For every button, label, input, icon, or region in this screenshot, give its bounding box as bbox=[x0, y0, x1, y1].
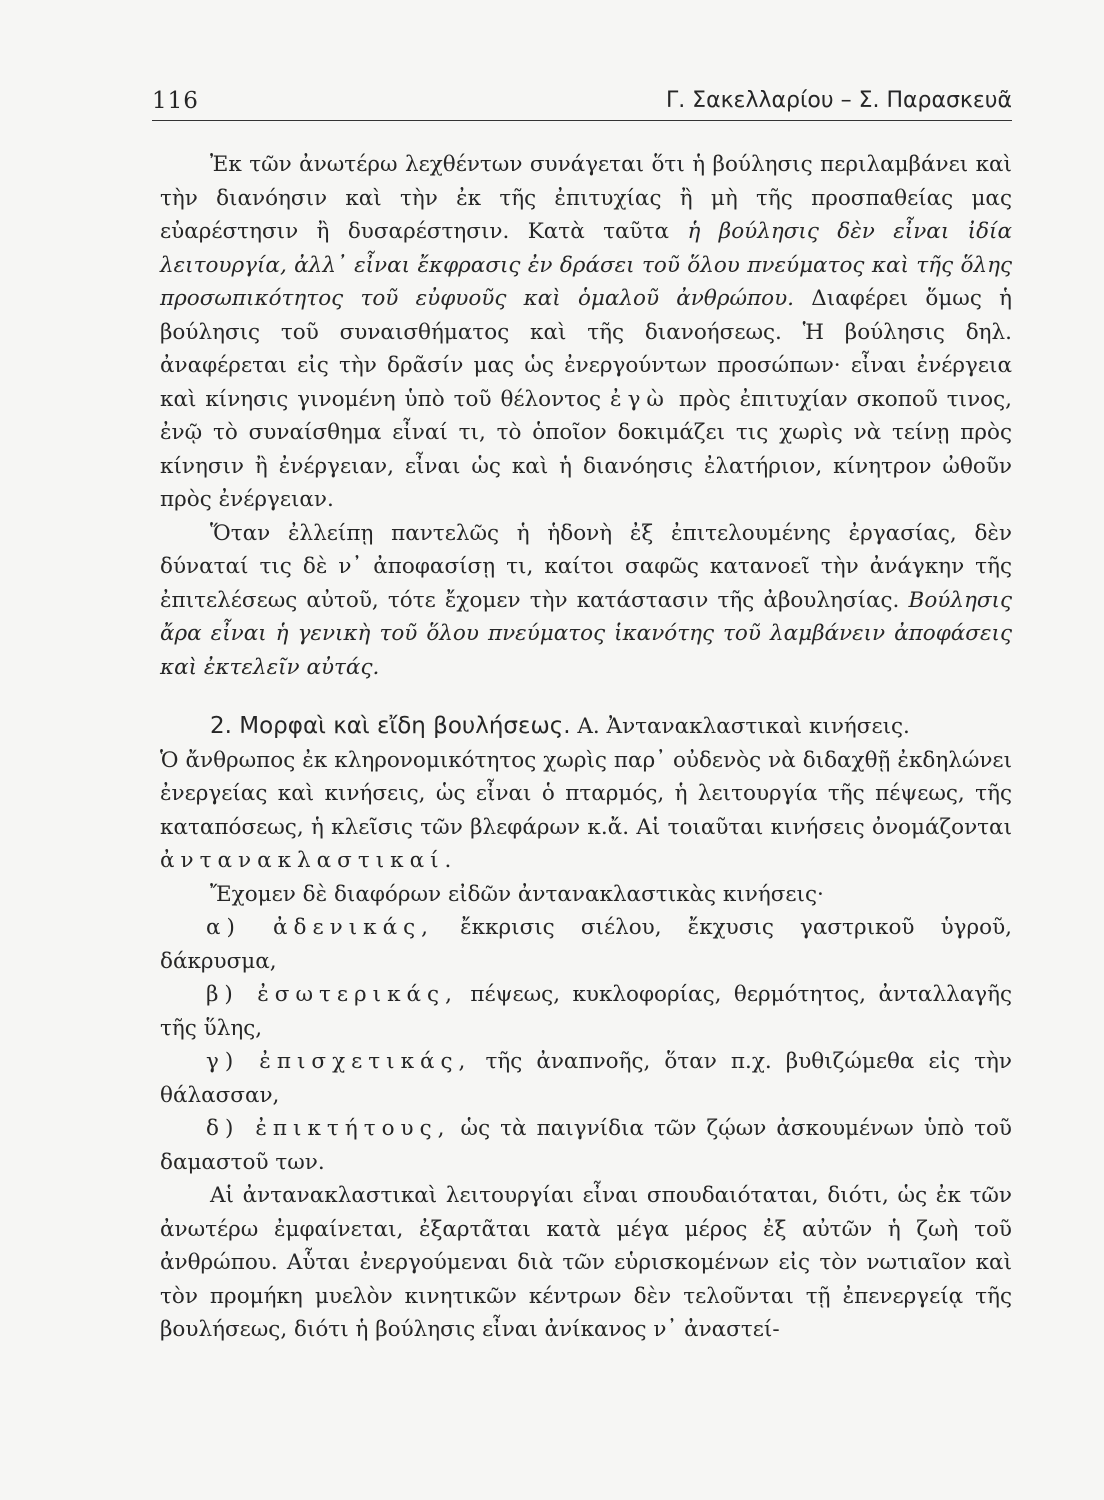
list-item bbox=[160, 978, 1012, 1045]
text-span: πρὸς ἐπιτυχίαν σκοποῦ τινος, ἐνῷ τὸ συναίσθημα εἶναί τι, τὸ ὁποῖον δοκιμάζει τις χωρὶς νὰ τείνῃ πρὸς κίνησιν ἢ ἐνέργειαν, εἶναι ὡς καὶ ἡ διανόησις ἐλατήριον, κίνητρον ὠθοῦν πρὸς ἐνέργειαν. bbox=[160, 386, 1013, 512]
italic-span: ἡ βούλησις δὲν εἶναι ἰδία λειτουργία, ἀλλ᾽ εἶναι ἔκφρασις ἐν δράσει τοῦ ὅλου πνεύματος καὶ τῆς ὅλης προσωπικότητος τοῦ εὐφυοῦς καὶ ὁμαλοῦ ἀνθρώπου. bbox=[160, 219, 1012, 311]
italic-span: Βούλησις ἄρα εἶναι ἡ γενικὴ τοῦ ὅλου πνεύματος ἱκανότης τοῦ λαμβάνειν ἀποφάσεις καὶ ἐκτελεῖν αὐτάς. bbox=[160, 587, 1012, 680]
section-subtitle: Α. Ἀντανακλαστικαὶ κινήσεις. bbox=[570, 714, 910, 739]
section-heading bbox=[160, 710, 1012, 744]
list-marker: β) ἐσωτερικάς, bbox=[206, 982, 458, 1007]
paragraph-3 bbox=[160, 744, 1012, 878]
spaced-span: ἀντανακλαστικαί. bbox=[160, 848, 458, 873]
paragraph-5: Αἱ ἀντανακλαστικαὶ λειτουργίαι εἶναι σπουδαιόταται, διότι, ὡς ἐκ τῶν ἀνωτέρω ἐμφαίνεται, ἐξαρτᾶται κατὰ μέγα μέρος ἐξ αὐτῶν ἡ ζωὴ τοῦ ἀνθρώπου. Αὗται ἐνεργούμεναι διὰ τῶν εὑρισκομένων εἰς τὸν νωτιαῖον καὶ τὸν προμήκη μυελὸν κινητικῶν κέντρων δὲν τελοῦνται τῇ ἐπενεργείᾳ τῆς βουλήσεως, διότι ἡ βούλησις εἶναι ἀνίκανος ν᾽ ἀναστεί- bbox=[160, 1183, 1012, 1342]
page-header bbox=[152, 86, 1012, 121]
text-span: Ἐκ τῶν ἀνωτέρω λεχθέντων συνάγεται ὅτι ἡ βούλησις περιλαμβάνει καὶ τὴν διανόησιν καὶ τὴν ἐκ τῆς ἐπιτυχίας ἢ μὴ τῆς προσπαθείας μας εὐαρέστησιν ἢ δυσαρέστησιν. Κατὰ ταῦτα bbox=[160, 152, 1012, 244]
spaced-span: ἐγὼ bbox=[610, 386, 670, 412]
list-text: ἔκκρισις σιέλου, ἔκχυσις γαστρικοῦ ὑγροῦ, δάκρυσμα, bbox=[160, 915, 1012, 974]
running-head: Γ. Σακελλαρίου – Σ. Παρασκευᾶ bbox=[665, 88, 1012, 113]
text-span: Ὁ ἄνθρωπος ἐκ κληρονομικότητος χωρὶς παρ᾽ οὐδενὸς νὰ διδαχθῇ ἐκδηλώνει ἐνεργείας καὶ κινήσεις, ὡς εἶναι ὁ πταρμός, ἡ λειτουργία τῆς πέψεως, τῆς καταπόσεως, ἡ κλεῖσις τῶν βλεφάρων κ.ἄ. Αἱ τοιαῦται κινήσεις ὀνομάζονται bbox=[160, 747, 1012, 840]
list-marker: δ) ἐπικτήτους, bbox=[206, 1116, 451, 1141]
list-item bbox=[160, 911, 1012, 978]
list-item bbox=[160, 1045, 1012, 1112]
paragraph-4: Ἔχομεν δὲ διαφόρων εἰδῶν ἀντανακλαστικὰς κινήσεις· bbox=[210, 881, 824, 907]
section-title: 2. Μορφαὶ καὶ εἴδη βουλήσεως. bbox=[210, 713, 571, 739]
list-marker: α) ἀδενικάς, bbox=[206, 915, 434, 940]
list-text: τῆς ἀναπνοῆς, ὅταν π.χ. βυθιζώμεθα εἰς τὴν θάλασσαν, bbox=[160, 1049, 1012, 1108]
list-item bbox=[160, 1112, 1012, 1179]
page-body bbox=[160, 148, 1012, 1347]
paragraph-1 bbox=[160, 148, 1012, 517]
list-marker: γ) ἐπισχετικάς, bbox=[206, 1049, 472, 1074]
list-text: πέψεως, κυκλοφορίας, θερμότητος, ἀνταλλαγῆς τῆς ὕλης, bbox=[160, 982, 1012, 1041]
page-number: 116 bbox=[152, 88, 199, 114]
text-span: Ὅταν ἐλλείπῃ παντελῶς ἡ ἡδονὴ ἐξ ἐπιτελουμένης ἐργασίας, δὲν δύναταί τις δὲ ν᾽ ἀποφασίσῃ τι, καίτοι σαφῶς κατανοεῖ τὴν ἀνάγκην τῆς ἐπιτελέσεως αὐτοῦ, τότε ἔχομεν τὴν κατάστασιν τῆς ἀβουλησίας. bbox=[160, 520, 1012, 613]
list-text: ὡς τὰ παιγνίδια τῶν ζῴων ἀσκουμένων ὑπὸ τοῦ δαμαστοῦ των. bbox=[160, 1116, 1012, 1175]
text-span: Διαφέρει ὅμως ἡ βούλησις τοῦ συναισθήματος καὶ τῆς διανοήσεως. Ἡ βούλησις δηλ. ἀναφέρεται εἰς τὴν δρᾶσίν μας ὡς ἐνεργούντων προσώπων· εἶναι ἐνέργεια καὶ κίνησις γινομένη ὑπὸ τοῦ θέλοντος bbox=[160, 286, 1013, 412]
paragraph-2 bbox=[160, 517, 1012, 685]
